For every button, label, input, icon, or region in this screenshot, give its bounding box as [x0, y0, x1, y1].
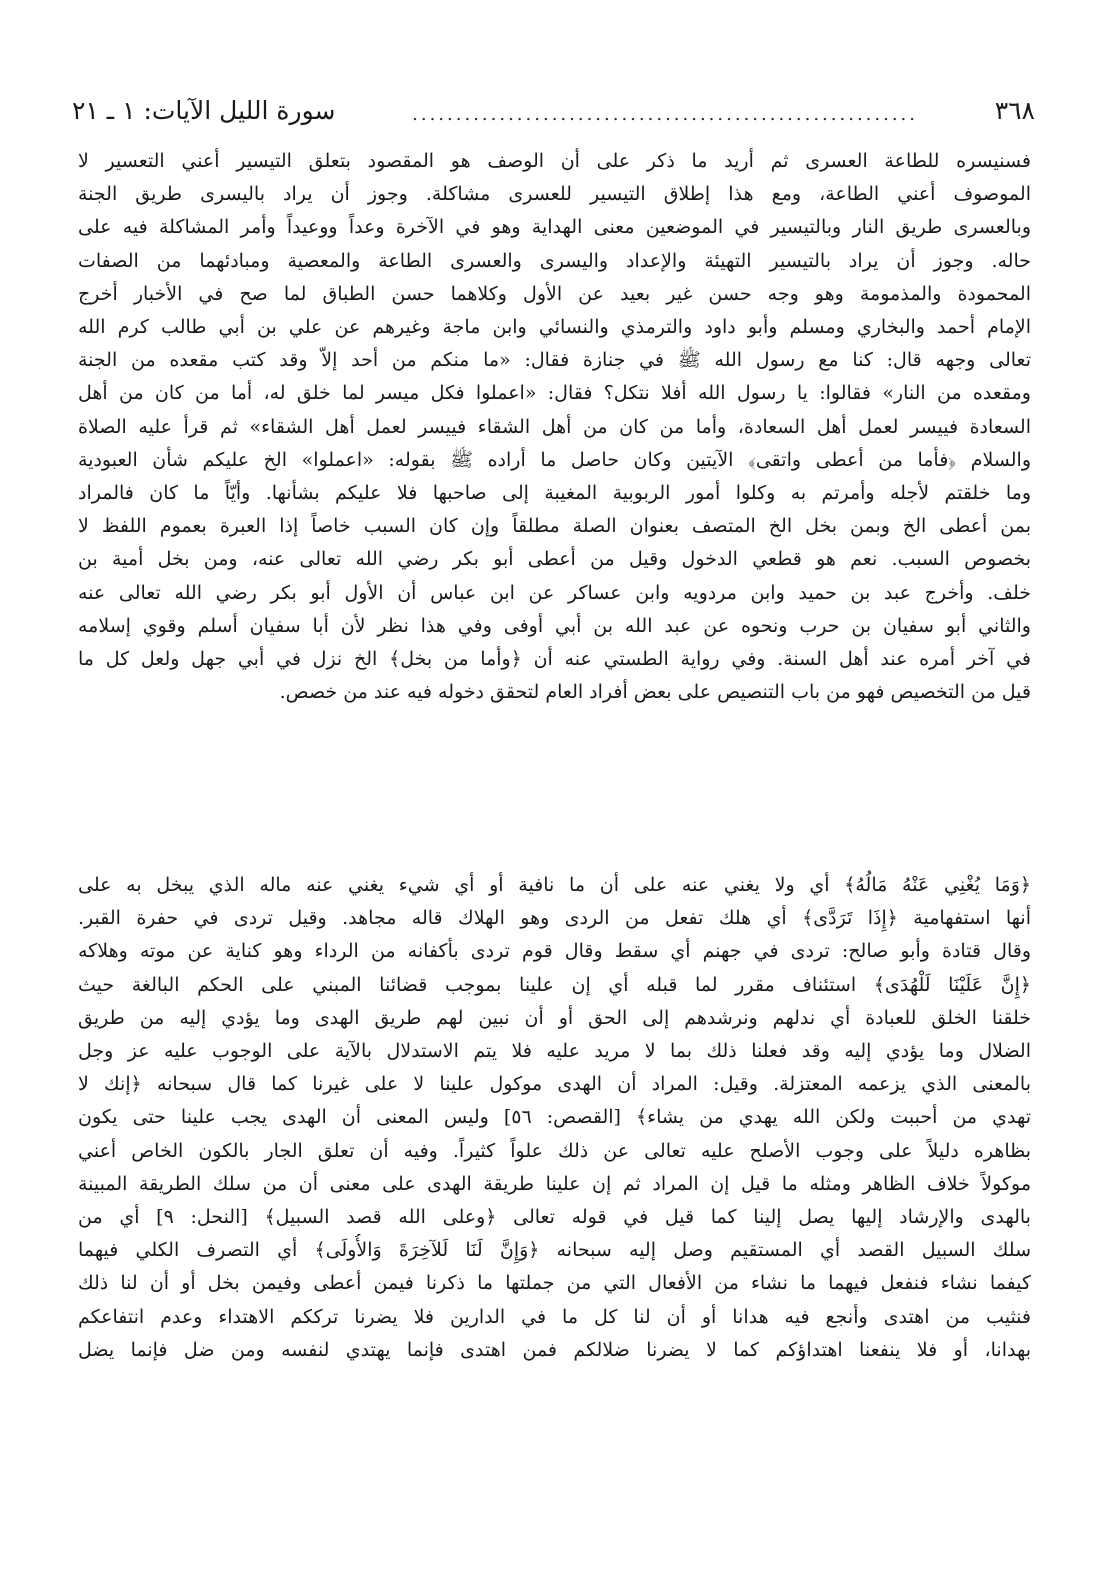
header-dot-leader: ..........................................................: [412, 104, 918, 125]
text-line: الضلال وما يؤدي إليه وقد فعلنا ذلك بما لا مريد عليه فلا يتم الاستدلال بالآية على الوجوب عليه عز وجل: [78, 1040, 1031, 1063]
text-line: بالهدى والإرشاد إليها يصل إلينا كما قيل في قوله تعالى ﴿وعلى الله قصد السبيل﴾ [النحل: ٩] أي من: [78, 1206, 1031, 1229]
text-line: فنثيب من اهتدى وأنجع فيه هدانا أو أن لنا كل ما في الدارين فلا يضرنا ترككم الاهتداء وعدم انتفاعكم: [78, 1305, 1031, 1328]
text-line: بهدانا، أو فلا ينفعنا اهتداؤكم كما لا يضرنا ضلالكم فمن اهتدى فإنما يهتدي لنفسه ومن ضل فإنما يضل: [78, 1338, 1031, 1361]
text-line: قيل من التخصيص فهو من باب التنصيص على بعض أفراد العام لتحقق دخوله فيه عند من خصص.: [279, 681, 1031, 704]
text-line: فسنيسره للطاعة العسرى ثم أريد ما ذكر على أن الوصف هو المقصود بتعلق التيسير أعني التعسير لا: [78, 150, 1031, 172]
text-line: في آخر أمره عند أهل السنة. وفي رواية الطستي عنه أن ﴿وأما من بخل﴾ الخ نزل في أبي جهل ولعل كل ما: [78, 648, 1031, 671]
text-line: المحمودة والمذمومة وهو وجه حسن غير بعيد عن الأول وكلاهما حسن الطباق لما صح في الأخبار أخرج: [78, 282, 1031, 305]
text-line: ﴿إِنَّ عَلَيْنَا لَلْهُدَى﴾ استئناف مقرر لما قبله أي إن علينا بموجب قضائنا المبني على الحكم البالغة حيث: [78, 973, 1031, 996]
text-line: بمن أعطى الخ وبمن بخل الخ المتصف بعنوان الصلة مطلقاً وإن كان السبب خاصاً إذا العبرة بعموم اللفظ لا: [78, 515, 1031, 538]
text-line: تعالى وجهه قال: كنا مع رسول الله ﷺ في جنازة فقال: «ما منكم من أحد إلاّ وقد كتب مقعده من الجنة: [78, 349, 1031, 372]
page-header: [72, 86, 1035, 126]
text-line: ﴿وَمَا يُغْنِي عَنْهُ مَالُهُ﴾ أي ولا يغني عنه على أن ما نافية أو أي شيء يغني عنه ماله الذي يبخل به على: [78, 874, 1031, 896]
page-number: ٣٦٨: [994, 96, 1035, 125]
text-line: سلك السبيل القصد أي المستقيم وصل إليه سبحانه ﴿وَإِنَّ لَنَا لَلآخِرَةَ وَالأُولَى﴾ أي التصرف الكلي فيهما: [78, 1239, 1031, 1262]
text-line: بخصوص السبب. نعم هو قطعي الدخول وقيل من أعطى أبو بكر رضي الله تعالى عنه، ومن بخل أمية بن: [78, 548, 1031, 571]
running-title: سورة الليل الآيات: ١ ـ ٢١: [72, 96, 336, 125]
text-line: أنها استفهامية ﴿إِذَا تَرَدَّى﴾ أي هلك تفعل من الردى وهو الهلاك قاله مجاهد. وقيل تردى في حفرة القبر.: [78, 907, 1031, 930]
text-line: بالمعنى الذي يزعمه المعتزلة. وقيل: المراد أن الهدى موكول علينا لا على غيرنا كما قال سبحانه ﴿إنك لا: [78, 1073, 1031, 1096]
text-line: والثاني أبو سفيان بن حرب ونحوه عن عبد الله بن أبي أوفى وفي هذا نظر لأن أبا سفيان أسلم وقوي إسلامه: [78, 614, 1031, 637]
text-line: كيفما نشاء فنفعل فيهما ما نشاء من الأفعال التي من جملتها ما ذكرنا فيمن أعطى وفيمن بخل أو أن لنا ذلك: [78, 1272, 1031, 1295]
commentary-paragraph-2: [78, 869, 1031, 1367]
text-line: حاله. وجوز أن يراد بالتيسير التهيئة والإعداد واليسرى والعسرى الطاعة والمعصية ومبادئهما من الصفات: [78, 249, 1031, 272]
text-line: خلقنا الخلق للعبادة أي ندلهم ونرشدهم إلى الحق أو أن نبين لهم طريق الهدى وما يؤدي إليه من طريق: [78, 1006, 1031, 1029]
text-line: السعادة فييسر لعمل أهل السعادة، وأما من كان من أهل الشقاء فييسر لعمل أهل الشقاء» ثم قرأ عليه الصلاة: [78, 415, 1031, 438]
text-line: الإمام أحمد والبخاري ومسلم وأبو داود والترمذي والنسائي وابن ماجة وغيرهم عن علي بن أبي طالب كرم الله: [78, 316, 1031, 339]
text-line: موكولاً خلاف الظاهر ومثله ما قيل إن المراد ثم إن علينا طريقة الهدى على معنى أن من سلك الطريقة المبينة: [78, 1172, 1031, 1195]
text-line: تهدي من أحببت ولكن الله يهدي من يشاء﴾ [القصص: ٥٦] وليس المعنى أن الهدى يجب علينا حتى يكون: [78, 1106, 1031, 1129]
text-line: وبالعسرى طريق النار وبالتيسير في الموضعين معنى الهداية وهو في الآخرة وعداً ووعيداً وأمر المشاكلة فيه على: [78, 216, 1031, 239]
text-line: والسلام ﴿فأما من أعطى واتقى﴾ الآيتين وكان حاصل ما أراده ﷺ بقوله: «اعملوا» الخ عليكم شأن العبودية: [78, 448, 1031, 471]
text-line: ومقعده من النار» فقالوا: يا رسول الله أفلا نتكل؟ فقال: «اعملوا فكل ميسر لما خلق له، أما من كان من أهل: [78, 382, 1031, 405]
text-line: وقال قتادة وأبو صالح: تردى في جهنم أي سقط وقال قوم تردى بأكفانه من الرداء وهو كناية عن موته وهلاكه: [78, 940, 1031, 963]
text-line: خلف. وأخرج عبد بن حميد وابن مردويه وابن عساكر عن ابن عباس أن الأول أبو بكر رضي الله تعالى عنه: [78, 581, 1031, 604]
commentary-paragraph-1: [78, 145, 1031, 709]
text-line: الموصوف أعني الطاعة، ومع هذا إطلاق التيسير للعسرى مشاكلة. وجوز أن يراد باليسرى طريق الجنة: [78, 183, 1031, 206]
text-line: وما خلقتم لأجله وأمرتم به وكلوا أمور الربوبية المغيبة إلى صاحبها فلا عليكم بشأنها. وأيّاً ما كان فالمراد: [78, 482, 1031, 505]
text-line: بظاهره دليلاً على وجوب الأصلح عليه تعالى عن ذلك علواً كثيراً. وفيه أن تعلق الجار بالكون الخاص أعني: [78, 1139, 1031, 1162]
